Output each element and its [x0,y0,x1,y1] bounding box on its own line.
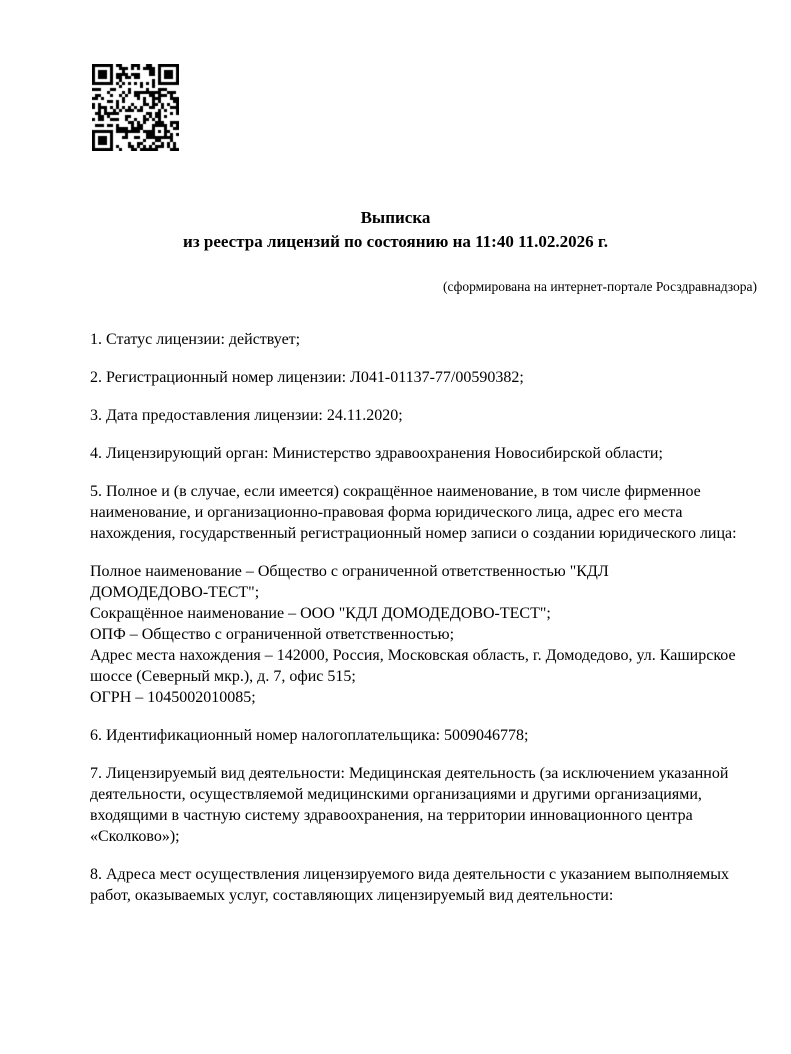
formation-note: (сформирована на интернет-портале Росздравнадзора) [442,279,757,294]
paragraph [90,443,774,464]
paragraph-line: нахождения, государственный регистрационный номер записи о создании юридического лица: [90,525,737,542]
paragraph [90,367,774,388]
paragraph-line: Адрес места нахождения – 142000, Россия, Московская область, г. Домодедово, ул. Каширское [90,647,736,664]
paragraph-line: «Сколково»); [90,828,180,845]
qr-code-icon [92,64,179,151]
paragraph-line: деятельности, осуществляемой медицинскими организациями и другими организациями, [90,786,702,803]
paragraph [90,329,774,350]
paragraph [90,725,774,746]
paragraph-line: ДОМОДЕДОВО-ТЕСТ"; [90,584,260,601]
paragraph-line: ОГРН – 1045002010085; [90,689,256,706]
document-body [90,329,774,923]
paragraph-line: ОПФ – Общество с ограниченной ответственностью; [90,626,455,643]
paragraph-line: 3. Дата предоставления лицензии: 24.11.2020; [90,407,403,424]
paragraph-line: 6. Идентификационный номер налогоплательщика: 5009046778; [90,727,529,744]
paragraph [90,481,774,544]
title-line-2: из реестра лицензий по состоянию на 11:40 11.02.2026 г. [183,232,608,251]
paragraph-line: 4. Лицензирующий орган: Министерство здравоохранения Новосибирской области; [90,445,663,462]
paragraph-line: 2. Регистрационный номер лицензии: Л041-01137-77/00590382; [90,369,524,386]
paragraph-line: Сокращённое наименование – ООО "КДЛ ДОМОДЕДОВО-ТЕСТ"; [90,605,551,622]
paragraph [90,405,774,426]
title-line-1: Выписка [360,208,431,227]
paragraph [90,864,774,906]
paragraph-line: наименование, и организационно-правовая форма юридического лица, адрес его места [90,504,683,521]
paragraph-line: входящими в частную систему здравоохранения, на территории инновационного центра [90,807,693,824]
paragraph-line: Полное наименование – Общество с ограниченной ответственностью "КДЛ [90,563,609,580]
paragraph-line: 1. Статус лицензии: действует; [90,331,301,348]
paragraph [90,561,774,708]
paragraph-line: 8. Адреса мест осуществления лицензируемого вида деятельности с указанием выполняемых [90,866,730,883]
paragraph-line: 7. Лицензируемый вид деятельности: Медицинская деятельность (за исключением указанной [90,765,729,782]
paragraph-line: 5. Полное и (в случае, если имеется) сокращённое наименование, в том числе фирменное [90,483,701,500]
document-title [0,206,791,254]
paragraph [90,763,774,847]
paragraph-line: работ, оказываемых услуг, составляющих лицензируемый вид деятельности: [90,887,614,904]
paragraph-line: шоссе (Северный мкр.), д. 7, офис 515; [90,668,356,685]
